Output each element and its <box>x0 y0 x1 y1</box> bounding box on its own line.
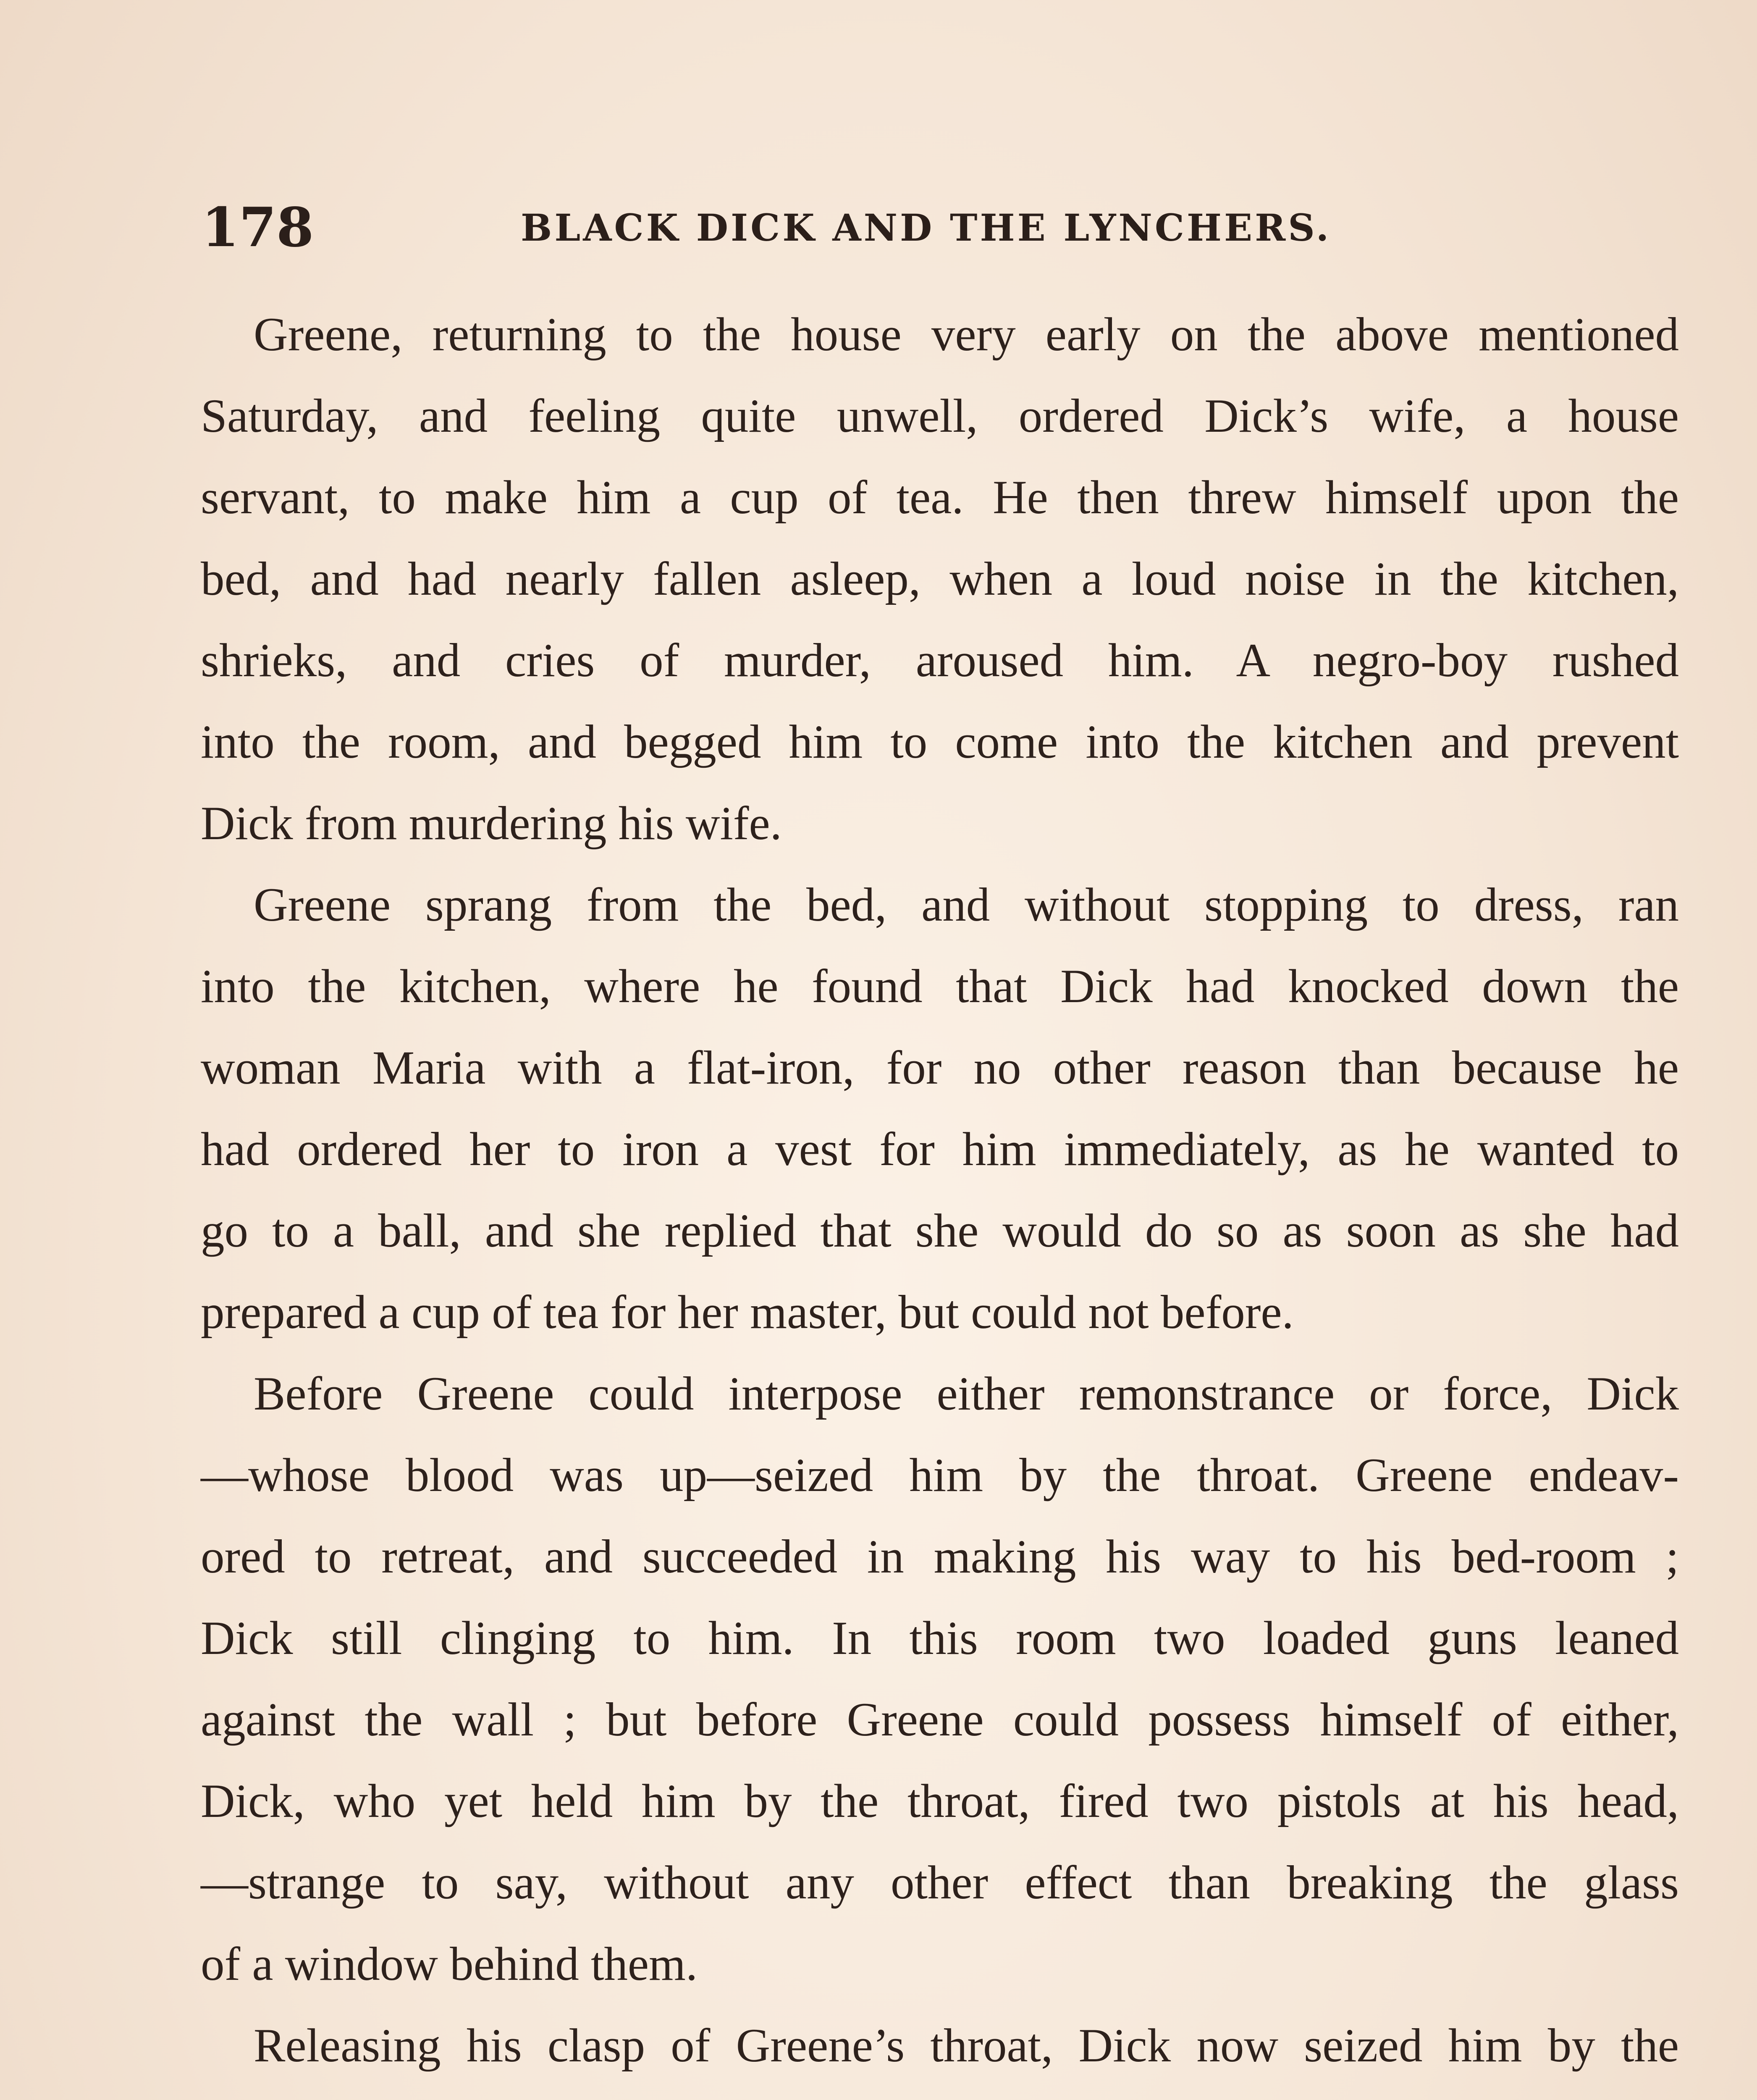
paragraph <box>201 864 1679 1353</box>
text-line <box>201 2087 1679 2100</box>
text-line: into the kitchen, where he found that Dick had knocked down the <box>201 960 1679 1013</box>
paragraph <box>201 1353 1679 2005</box>
text-line: against the wall ; but before Greene could possess himself of either, <box>201 1693 1679 1746</box>
paragraph <box>201 2005 1679 2100</box>
page-number: 178 <box>202 196 314 259</box>
text-line: Releasing his clasp of Greene’s throat, Dick now seized him by the <box>254 2019 1679 2072</box>
text-line: prepared a cup of tea for her master, but could not before. <box>201 1286 1294 1339</box>
text-line: go to a ball, and she replied that she would do so as soon as she had <box>201 1205 1679 1257</box>
text-line: woman Maria with a flat-iron, for no other reason than because he <box>201 1042 1679 1094</box>
text-line: servant, to make him a cup of tea. He then threw himself upon the <box>201 471 1679 524</box>
text-line: Before Greene could interpose either remonstrance or force, Dick <box>254 1368 1679 1420</box>
text-line: had ordered her to iron a vest for him immediately, as he wanted to <box>201 1123 1679 1176</box>
text-line: of a window behind them. <box>201 1938 698 1990</box>
running-title: BLACK DICK AND THE LYNCHERS. <box>521 206 1332 249</box>
text-line: Dick, who yet held him by the throat, fired two pistols at his head, <box>201 1775 1679 1827</box>
text-line: —strange to say, without any other effect than breaking the glass <box>201 1856 1679 1909</box>
text-line: ored to retreat, and succeeded in making his way to his bed-room ; <box>201 1530 1679 1583</box>
text-line: Greene sprang from the bed, and without stopping to dress, ran <box>254 879 1679 931</box>
text-line: —whose blood was up—seized him by the throat. Greene endeav- <box>201 1449 1679 1502</box>
paragraph <box>201 294 1679 864</box>
text-line: Saturday, and feeling quite unwell, ordered Dick’s wife, a house <box>201 390 1679 442</box>
text-line: into the room, and begged him to come into the kitchen and prevent <box>201 716 1679 768</box>
text-line: Dick still clinging to him. In this room two loaded guns leaned <box>201 1612 1679 1664</box>
text-line: shrieks, and cries of murder, aroused him. A negro-boy rushed <box>201 634 1679 687</box>
text-line: Dick from murdering his wife. <box>201 797 782 850</box>
text-line: bed, and had nearly fallen asleep, when a loud noise in the kitchen, <box>201 553 1679 605</box>
body-text <box>201 294 1679 2100</box>
text-line: Greene, returning to the house very early on the above mentioned <box>254 308 1679 361</box>
page-header <box>202 190 1680 265</box>
